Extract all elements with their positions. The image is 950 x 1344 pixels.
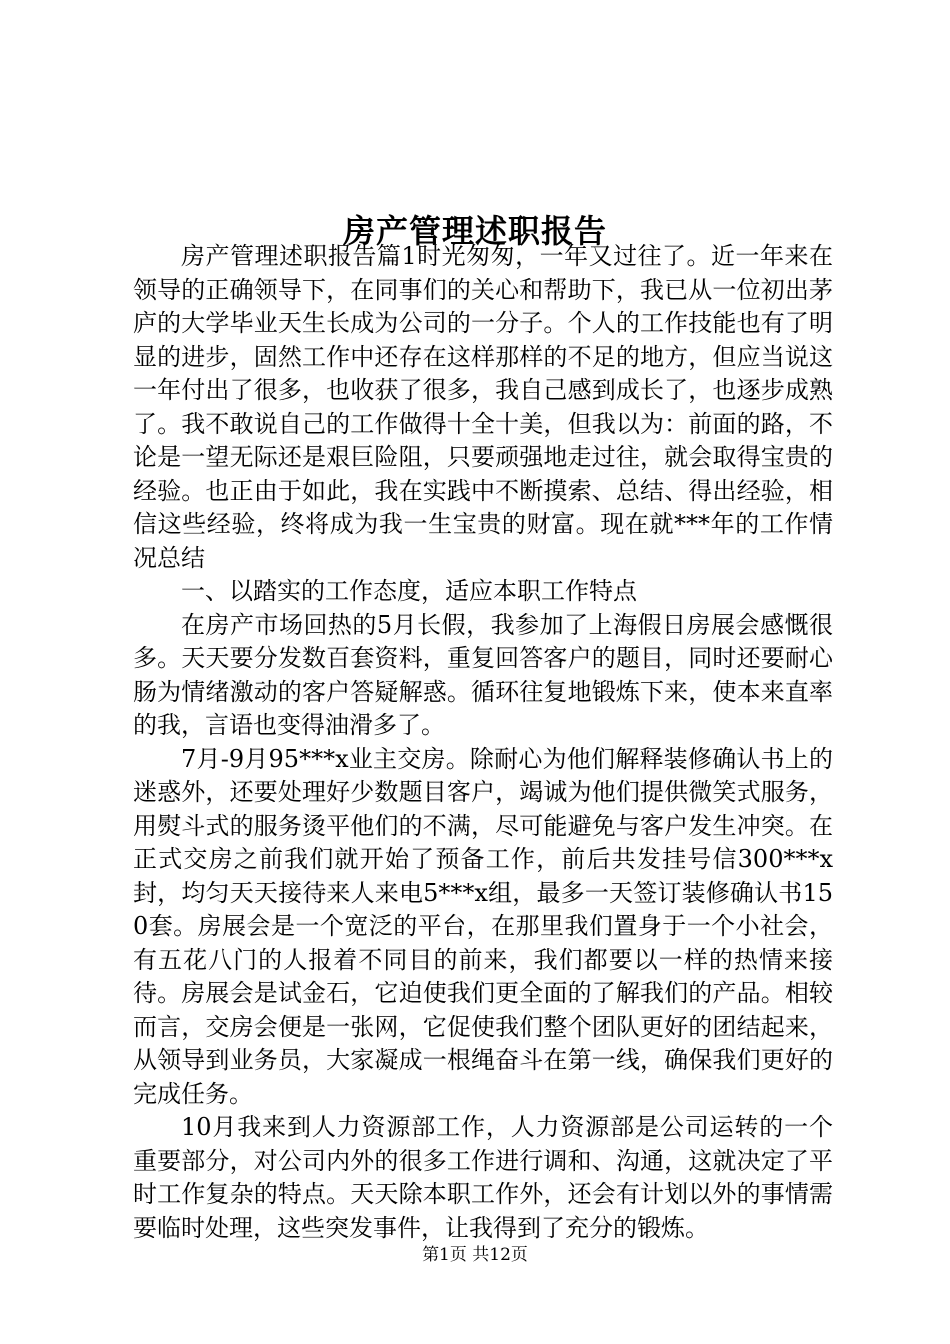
paragraph-housing-fair: 在房产市场回热的5月长假，我参加了上海假日房展会感慨很多。天天要分发数百套资料，重复回答客户的题目，同时还要耐心肠为情绪激动的客户答疑解惑。循环往复地锻炼下来，使本来直率的我，言语也变得油滑多了。 bbox=[133, 610, 833, 739]
paragraph-intro: 房产管理述职报告篇1时光匆匆，一年又过往了。近一年来在领导的正确领导下，在同事们的关心和帮助下，我已从一位初出茅庐的大学毕业天生长成为公司的一分子。个人的工作技能也有了明显的进步，固然工作中还存在这样那样的不足的地方，但应当说这一年付出了很多，也收获了很多，我自己感到成长了，也逐步成熟了。我不敢说自己的工作做得十全十美，但我以为：前面的路，不论是一望无际还是艰巨险阻，只要顽强地走过往，就会取得宝贵的经验。也正由于如此，我在实践中不断摸索、总结、得出经验，相信这些经验，终将成为我一生宝贵的财富。现在就***年的工作情况总结 bbox=[133, 242, 833, 572]
page-number-footer: 第1页 共12页 bbox=[422, 1245, 528, 1265]
section-heading-1: 一、以踏实的工作态度，适应本职工作特点 bbox=[181, 577, 637, 605]
paragraph-handover: 7月-9月95***x业主交房。除耐心为他们解释装修确认书上的迷惑外，还要处理好少数题目客户，竭诚为他们提供微笑式服务，用熨斗式的服务烫平他们的不满，尽可能避免与客户发生冲突。在正式交房之前我们就开始了预备工作，前后共发挂号信300***x封，均匀天天接待来人来电5***x组，最多一天签订装修确认书150套。房展会是一个宽泛的平台，在那里我们置身于一个小社会，有五花八门的人报着不同目的前来，我们都要以一样的热情来接待。房展会是试金石，它迫使我们更全面的了解我们的产品。相较而言，交房会便是一张网，它促使我们整个团队更好的团结起来，从领导到业务员，大家凝成一根绳奋斗在第一线，确保我们更好的完成任务。 bbox=[133, 744, 833, 1108]
document-body bbox=[133, 240, 833, 1245]
paragraph-hr-department: 10月我来到人力资源部工作，人力资源部是公司运转的一个重要部分，对公司内外的很多工作进行调和、沟通，这就决定了平时工作复杂的特点。天天除本职工作外，还会有计划以外的事情需要临时处理，这些突发事件，让我得到了充分的锻炼。 bbox=[133, 1113, 833, 1242]
document-title: 房产管理述职报告 bbox=[342, 212, 607, 251]
